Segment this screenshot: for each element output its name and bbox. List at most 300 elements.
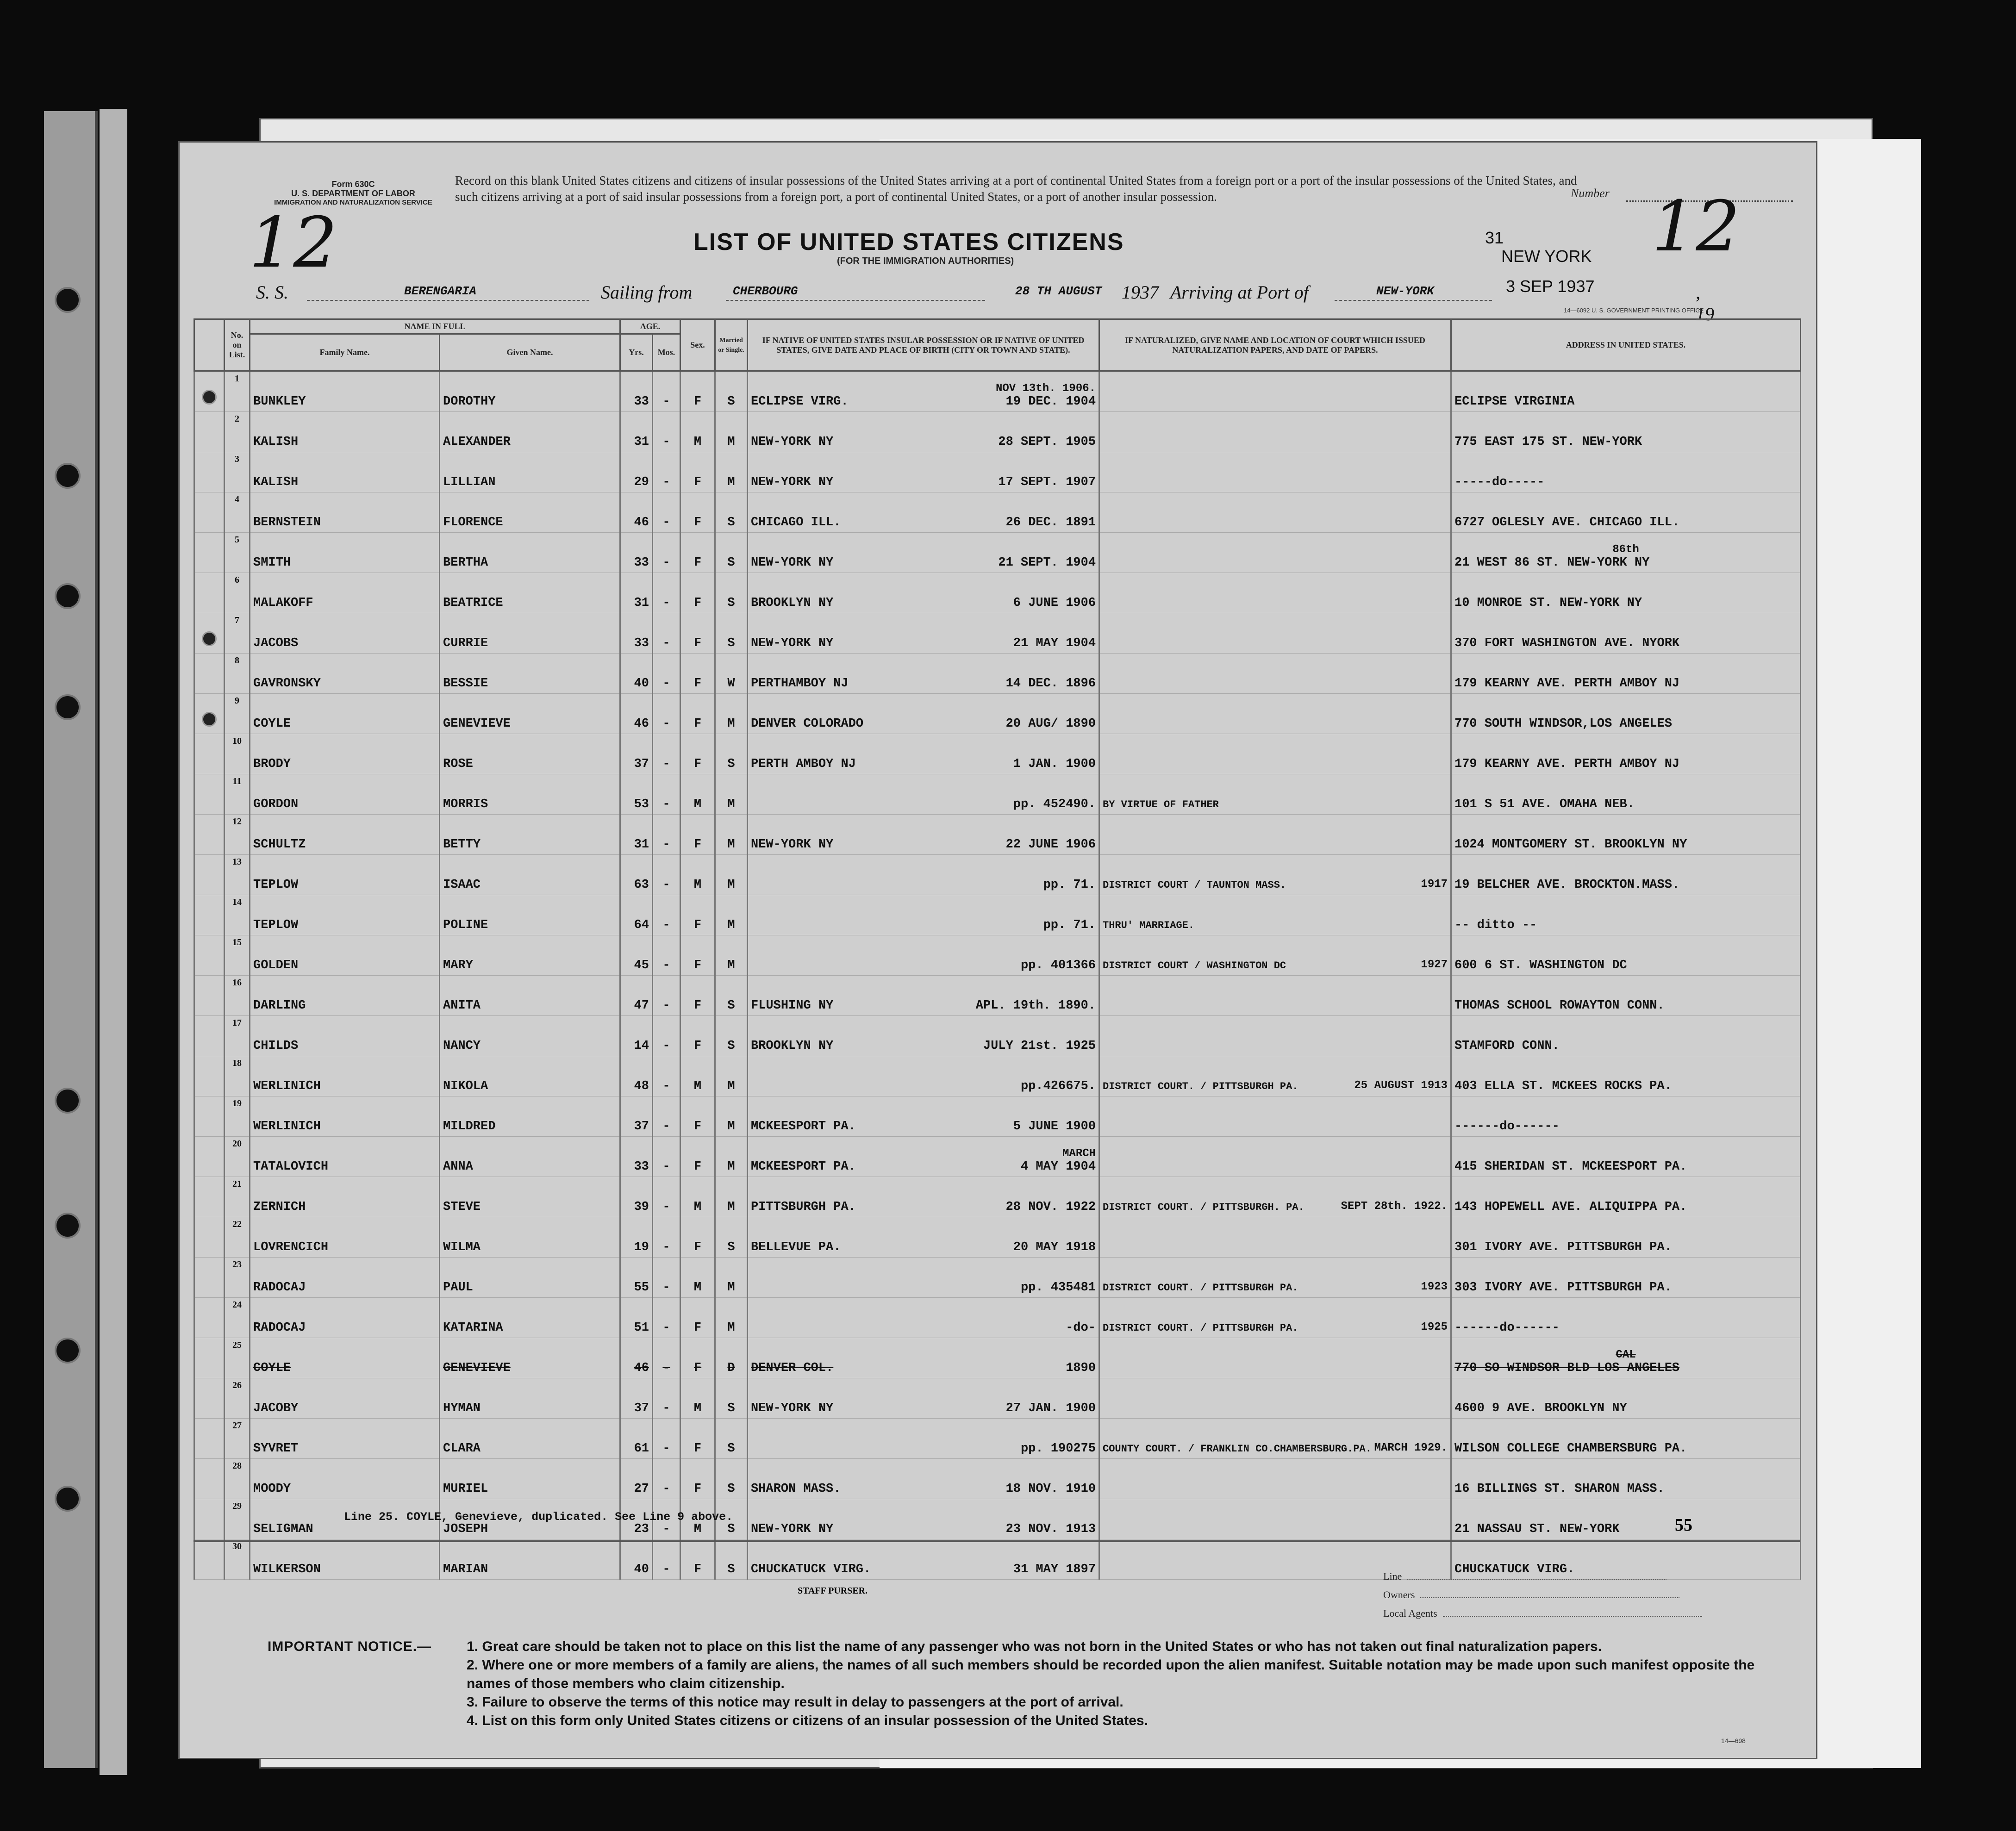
table-row <box>194 1056 1801 1096</box>
cell-mos: - <box>653 1499 680 1539</box>
col-address: ADDRESS IN UNITED STATES. <box>1451 319 1801 371</box>
cell-no: 12 <box>225 815 250 855</box>
cell-hole <box>194 492 225 533</box>
birth-place: PITTSBURGH PA. <box>751 1200 856 1214</box>
cell-ms: M <box>715 412 748 452</box>
binder-hole <box>55 694 81 720</box>
cell-address <box>1451 1419 1801 1459</box>
cell-family: GORDON <box>250 774 440 815</box>
cell-yrs: 37 <box>620 734 653 774</box>
cell-mos: - <box>653 694 680 734</box>
cell-ms: S <box>715 1419 748 1459</box>
arrival-stamp-date: 3 SEP 1937 <box>1506 277 1595 296</box>
cell-mos: - <box>653 774 680 815</box>
cell-no: 20 <box>225 1137 250 1177</box>
cell-ms: M <box>715 935 748 976</box>
cell-given: ANNA <box>440 1137 620 1177</box>
cell-hole <box>194 855 225 895</box>
cell-hole <box>194 573 225 613</box>
cell-ms: M <box>715 895 748 935</box>
sailing-date: 28 TH AUGUST <box>1015 284 1102 298</box>
arrival-stamp-port: NEW YORK <box>1501 247 1592 266</box>
table-row <box>194 815 1801 855</box>
cell-sex: F <box>680 1096 715 1137</box>
cell-address <box>1451 774 1801 815</box>
cell-hole <box>194 935 225 976</box>
binder-hole <box>55 1213 81 1239</box>
cell-no: 8 <box>225 654 250 694</box>
cell-sex: F <box>680 895 715 935</box>
cell-given: STEVE <box>440 1177 620 1217</box>
cell-given: DOROTHY <box>440 371 620 412</box>
cell-no: 4 <box>225 492 250 533</box>
birth-date: pp. 71. <box>1043 878 1096 892</box>
table-row <box>194 976 1801 1016</box>
punch-hole-icon <box>202 631 217 646</box>
cell-no: 16 <box>225 976 250 1016</box>
cell-address <box>1451 1016 1801 1056</box>
cell-sex: M <box>680 412 715 452</box>
cell-no: 1 <box>225 371 250 412</box>
birth-date: 22 JUNE 1906 <box>1005 838 1096 852</box>
cell-nat <box>1099 935 1451 976</box>
cell-given: MARY <box>440 935 620 976</box>
cell-nat <box>1099 774 1451 815</box>
cell-birth <box>748 1499 1099 1539</box>
birth-date: 14 DEC. 1896 <box>1005 677 1096 691</box>
date-correction: MARCH <box>1062 1147 1096 1160</box>
cell-birth <box>748 1378 1099 1419</box>
col-family-name: Family Name. <box>250 334 440 371</box>
birth-place: BELLEVUE PA. <box>751 1240 841 1254</box>
table-row <box>194 1419 1801 1459</box>
cell-ms: S <box>715 492 748 533</box>
cell-family: LOVRENCICH <box>250 1217 440 1258</box>
cell-sex: F <box>680 1419 715 1459</box>
cell-no: 18 <box>225 1056 250 1096</box>
address-text: 775 EAST 175 ST. NEW-YORK <box>1454 435 1642 449</box>
birth-date: pp. 71. <box>1043 918 1096 932</box>
cell-mos: - <box>653 895 680 935</box>
cell-family: COYLE <box>250 694 440 734</box>
cell-family: BERNSTEIN <box>250 492 440 533</box>
cell-address <box>1451 935 1801 976</box>
cell-sex: F <box>680 452 715 492</box>
cell-no: 28 <box>225 1459 250 1499</box>
cell-yrs: 40 <box>620 1539 653 1580</box>
cell-no: 19 <box>225 1096 250 1137</box>
col-name-in-full: NAME IN FULL <box>250 319 620 334</box>
cell-yrs: 31 <box>620 573 653 613</box>
cell-hole <box>194 654 225 694</box>
cell-birth <box>748 412 1099 452</box>
table-row <box>194 935 1801 976</box>
table-row <box>194 774 1801 815</box>
cell-yrs: 40 <box>620 654 653 694</box>
table-row <box>194 654 1801 694</box>
table-row <box>194 895 1801 935</box>
naturalization-court: DISTRICT COURT. / PITTSBURGH PA. <box>1103 1322 1298 1334</box>
col-naturalization: IF NATURALIZED, GIVE NAME AND LOCATION OF COURT WHICH ISSUED NATURALIZATION PAPERS, AND DATE OF PAPERS. <box>1099 319 1451 371</box>
cell-mos: - <box>653 1056 680 1096</box>
cell-sex: M <box>680 855 715 895</box>
birth-place: ECLIPSE VIRG. <box>751 395 849 409</box>
cell-address <box>1451 371 1801 412</box>
cell-yrs: 31 <box>620 815 653 855</box>
birth-place: BROOKLYN NY <box>751 1039 834 1053</box>
cell-ms: M <box>715 855 748 895</box>
cell-nat <box>1099 452 1451 492</box>
cell-family: WERLINICH <box>250 1096 440 1137</box>
stamp-number: 31 <box>1485 228 1504 247</box>
cell-birth <box>748 1258 1099 1298</box>
cell-no: 2 <box>225 412 250 452</box>
cell-hole <box>194 1539 225 1580</box>
cell-family: JACOBS <box>250 613 440 654</box>
birth-date: 21 SEPT. 1904 <box>998 556 1096 570</box>
passenger-table <box>193 318 1801 1580</box>
address-correction: 86th <box>1612 543 1639 556</box>
cell-mos: - <box>653 1096 680 1137</box>
naturalization-date: SEPT 28th. 1922. <box>1341 1200 1448 1213</box>
birth-date: pp. 452490. <box>1013 797 1096 811</box>
cell-yrs: 61 <box>620 1419 653 1459</box>
birth-date: 20 AUG/ 1890 <box>1005 717 1096 731</box>
cell-sex: F <box>680 1459 715 1499</box>
cell-nat <box>1099 855 1451 895</box>
line-label: Line <box>1383 1570 1402 1582</box>
naturalization-date: 1927 <box>1421 959 1448 971</box>
table-row <box>194 1298 1801 1338</box>
col-yrs: Yrs. <box>620 334 653 371</box>
manifest-sheet <box>178 141 1817 1759</box>
cell-family: COYLE <box>250 1338 440 1378</box>
birth-date: 26 DEC. 1891 <box>1005 516 1096 529</box>
cell-given: KATARINA <box>440 1298 620 1338</box>
address-text: 301 IVORY AVE. PITTSBURGH PA. <box>1454 1240 1672 1254</box>
cell-hole <box>194 1217 225 1258</box>
birth-date: 31 MAY 1897 <box>1013 1563 1096 1576</box>
birth-date: pp. 190275 <box>1021 1442 1096 1456</box>
cell-given: GENEVIEVE <box>440 694 620 734</box>
cell-given: BETTY <box>440 815 620 855</box>
cell-birth <box>748 654 1099 694</box>
address-text: ------do------ <box>1454 1120 1560 1133</box>
cell-birth <box>748 371 1099 412</box>
cell-hole <box>194 694 225 734</box>
cell-mos: - <box>653 371 680 412</box>
cell-family: TEPLOW <box>250 895 440 935</box>
address-text: 4600 9 AVE. BROOKLYN NY <box>1454 1401 1627 1415</box>
address-text: 600 6 ST. WASHINGTON DC <box>1454 959 1627 972</box>
cell-family: ZERNICH <box>250 1177 440 1217</box>
cell-no: 13 <box>225 855 250 895</box>
birth-place: PERTHAMBOY NJ <box>751 677 849 691</box>
cell-yrs: 45 <box>620 935 653 976</box>
naturalization-court: THRU' MARRIAGE. <box>1103 920 1195 931</box>
cell-address <box>1451 573 1801 613</box>
notice-heading: IMPORTANT NOTICE.— <box>268 1639 432 1654</box>
birth-date: 1890 <box>1066 1361 1096 1375</box>
cell-given: LILLIAN <box>440 452 620 492</box>
table-row <box>194 371 1801 412</box>
table-row <box>194 1137 1801 1177</box>
cell-sex: M <box>680 774 715 815</box>
cell-nat <box>1099 654 1451 694</box>
cell-hole <box>194 1137 225 1177</box>
cell-hole <box>194 1016 225 1056</box>
cell-ms: D <box>715 1338 748 1378</box>
cell-yrs: 29 <box>620 452 653 492</box>
arriving-label: Arriving at Port of <box>1170 282 1309 303</box>
cell-no: 6 <box>225 573 250 613</box>
birth-place: FLUSHING NY <box>751 999 834 1013</box>
cell-nat <box>1099 371 1451 412</box>
cell-given: ROSE <box>440 734 620 774</box>
cell-nat <box>1099 1459 1451 1499</box>
cell-nat <box>1099 815 1451 855</box>
naturalization-court: DISTRICT COURT / WASHINGTON DC <box>1103 960 1286 972</box>
cell-given: HYMAN <box>440 1378 620 1419</box>
cell-nat <box>1099 1419 1451 1459</box>
cell-ms: M <box>715 1177 748 1217</box>
cell-nat <box>1099 1217 1451 1258</box>
table-row <box>194 734 1801 774</box>
duplicate-note: Line 25. COYLE, Genevieve, duplicated. See Line 9 above. <box>344 1510 733 1524</box>
cell-ms: S <box>715 1459 748 1499</box>
cell-birth <box>748 815 1099 855</box>
birth-date: pp. 401366 <box>1021 959 1096 972</box>
naturalization-court: DISTRICT COURT / TAUNTON MASS. <box>1103 879 1286 891</box>
cell-yrs: 39 <box>620 1177 653 1217</box>
cell-mos: - <box>653 935 680 976</box>
cell-birth <box>748 1137 1099 1177</box>
cell-birth <box>748 1217 1099 1258</box>
cell-sex: F <box>680 1539 715 1580</box>
cell-mos: - <box>653 412 680 452</box>
cell-given: FLORENCE <box>440 492 620 533</box>
cell-birth <box>748 855 1099 895</box>
col-married: Married or Single. <box>715 319 748 371</box>
cell-ms: S <box>715 1539 748 1580</box>
birth-date: APL. 19th. 1890. <box>975 999 1096 1013</box>
address-text: STAMFORD CONN. <box>1454 1039 1560 1053</box>
punch-hole-icon <box>202 712 217 727</box>
notice-item: 2. Where one or more members of a family are aliens, the names of all such members should be recorded upon the alien manifest. Suitable notation may be made upon such manifest opposite the names of those members who claim citizenship. <box>467 1657 1755 1691</box>
cell-ms: S <box>715 613 748 654</box>
page-count: 55 <box>1675 1515 1692 1535</box>
cell-no: 3 <box>225 452 250 492</box>
cell-hole <box>194 1459 225 1499</box>
cell-nat <box>1099 1137 1451 1177</box>
cell-yrs: 37 <box>620 1096 653 1137</box>
cell-mos: - <box>653 492 680 533</box>
col-sex: Sex. <box>680 319 715 371</box>
cell-birth <box>748 976 1099 1016</box>
cell-hole <box>194 1258 225 1298</box>
cell-given: MURIEL <box>440 1459 620 1499</box>
table-row <box>194 452 1801 492</box>
birth-place: MCKEESPORT PA. <box>751 1160 856 1174</box>
cell-yrs: 46 <box>620 492 653 533</box>
birth-date: 20 MAY 1918 <box>1013 1240 1096 1254</box>
cell-ms: M <box>715 1137 748 1177</box>
cell-given: MARIAN <box>440 1539 620 1580</box>
naturalization-date: 25 AUGUST 1913 <box>1354 1079 1448 1092</box>
birth-place: PERTH AMBOY NJ <box>751 757 856 771</box>
cell-hole <box>194 1499 225 1539</box>
cell-yrs: 51 <box>620 1298 653 1338</box>
notice-item: 1. Great care should be taken not to place on this list the name of any passenger who was not born in the United States or who has not taken out final naturalization papers. <box>467 1639 1602 1654</box>
printer-code: 14—6092 U. S. GOVERNMENT PRINTING OFFICE <box>1564 307 1704 314</box>
cell-family: GOLDEN <box>250 935 440 976</box>
cell-birth <box>748 1338 1099 1378</box>
col-birth: IF NATIVE OF UNITED STATES INSULAR POSSESSION OR IF NATIVE OF UNITED STATES, GIVE DATE AND PLACE OF BIRTH (CITY OR TOWN AND STATE). <box>748 319 1099 371</box>
cell-ms: S <box>715 573 748 613</box>
cell-sex: F <box>680 613 715 654</box>
address-text: 10 MONROE ST. NEW-YORK NY <box>1454 596 1642 610</box>
cell-mos: - <box>653 1338 680 1378</box>
birth-date: 18 NOV. 1910 <box>1005 1482 1096 1496</box>
cell-no: 22 <box>225 1217 250 1258</box>
cell-hole <box>194 452 225 492</box>
cell-sex: M <box>680 1177 715 1217</box>
cell-mos: - <box>653 1016 680 1056</box>
cell-sex: F <box>680 1016 715 1056</box>
cell-sex: F <box>680 935 715 976</box>
cell-birth <box>748 452 1099 492</box>
cell-given: NIKOLA <box>440 1056 620 1096</box>
cell-given: CLARA <box>440 1419 620 1459</box>
table-row <box>194 1378 1801 1419</box>
cell-nat <box>1099 1056 1451 1096</box>
col-given-name: Given Name. <box>440 334 620 371</box>
cell-sex: M <box>680 1499 715 1539</box>
address-text: 16 BILLINGS ST. SHARON MASS. <box>1454 1482 1665 1496</box>
cell-family: TEPLOW <box>250 855 440 895</box>
cell-no: 5 <box>225 533 250 573</box>
address-text: ------do------ <box>1454 1321 1560 1335</box>
punch-hole-icon <box>202 390 217 405</box>
cell-hole <box>194 1338 225 1378</box>
cell-address <box>1451 1056 1801 1096</box>
cell-birth <box>748 895 1099 935</box>
cell-birth <box>748 1096 1099 1137</box>
cell-birth <box>748 935 1099 976</box>
birth-place: NEW-YORK NY <box>751 475 834 489</box>
cell-address <box>1451 613 1801 654</box>
birth-place: NEW-YORK NY <box>751 636 834 650</box>
birth-date: 21 MAY 1904 <box>1013 636 1096 650</box>
address-text: 143 HOPEWELL AVE. ALIQUIPPA PA. <box>1454 1200 1687 1214</box>
cell-no: 7 <box>225 613 250 654</box>
cell-no: 27 <box>225 1419 250 1459</box>
cell-family: RADOCAJ <box>250 1298 440 1338</box>
cell-sex: F <box>680 815 715 855</box>
birth-date: pp. 435481 <box>1021 1281 1096 1295</box>
binder-hole <box>55 463 81 489</box>
cell-ms: M <box>715 1096 748 1137</box>
cell-nat <box>1099 1258 1451 1298</box>
cell-family: MOODY <box>250 1459 440 1499</box>
cell-ms: S <box>715 533 748 573</box>
table-row <box>194 573 1801 613</box>
binder-edge <box>100 109 127 1775</box>
cell-mos: - <box>653 855 680 895</box>
birth-date: 5 JUNE 1900 <box>1013 1120 1096 1133</box>
table-row <box>194 855 1801 895</box>
form-number: Form 630C <box>331 180 375 189</box>
cell-given: MILDRED <box>440 1096 620 1137</box>
cell-birth <box>748 533 1099 573</box>
birth-date: 27 JAN. 1900 <box>1005 1401 1096 1415</box>
cell-given: BESSIE <box>440 654 620 694</box>
cell-hole <box>194 1177 225 1217</box>
cell-mos: - <box>653 1258 680 1298</box>
cell-nat <box>1099 1499 1451 1539</box>
cell-address <box>1451 452 1801 492</box>
cell-no: 29 <box>225 1499 250 1539</box>
cell-address <box>1451 1258 1801 1298</box>
cell-address <box>1451 734 1801 774</box>
cell-no: 15 <box>225 935 250 976</box>
table-row <box>194 412 1801 452</box>
cell-family: WILKERSON <box>250 1539 440 1580</box>
birth-place: NEW-YORK NY <box>751 435 834 449</box>
cell-family: WERLINICH <box>250 1056 440 1096</box>
cell-hole <box>194 1378 225 1419</box>
cell-ms: S <box>715 734 748 774</box>
cell-ms: S <box>715 1217 748 1258</box>
cell-nat <box>1099 895 1451 935</box>
cell-given: MORRIS <box>440 774 620 815</box>
cell-nat <box>1099 1338 1451 1378</box>
cell-yrs: 47 <box>620 976 653 1016</box>
table-row <box>194 694 1801 734</box>
sailing-label: Sailing from <box>601 282 693 303</box>
handwritten-sheet-number: 12 <box>249 203 337 283</box>
cell-yrs: 46 <box>620 694 653 734</box>
cell-mos: - <box>653 654 680 694</box>
naturalization-court: COUNTY COURT. / FRANKLIN CO.CHAMBERSBURG.PA. <box>1103 1443 1372 1455</box>
cell-nat <box>1099 734 1451 774</box>
cell-no: 11 <box>225 774 250 815</box>
cell-yrs: 53 <box>620 774 653 815</box>
birth-place: NEW-YORK NY <box>751 1522 834 1536</box>
cell-address <box>1451 412 1801 452</box>
cell-sex: F <box>680 1137 715 1177</box>
cell-sex: F <box>680 654 715 694</box>
cell-family: GAVRONSKY <box>250 654 440 694</box>
cell-family: CHILDS <box>250 1016 440 1056</box>
cell-ms: M <box>715 1298 748 1338</box>
cell-yrs: 55 <box>620 1258 653 1298</box>
cell-no: 21 <box>225 1177 250 1217</box>
cell-yrs: 33 <box>620 533 653 573</box>
cell-family: TATALOVICH <box>250 1137 440 1177</box>
cell-mos: - <box>653 1137 680 1177</box>
address-text: 415 SHERIDAN ST. MCKEESPORT PA. <box>1454 1160 1687 1174</box>
cell-given: PAUL <box>440 1258 620 1298</box>
naturalization-date: MARCH 1929. <box>1374 1442 1448 1454</box>
address-text: 179 KEARNY AVE. PERTH AMBOY NJ <box>1454 757 1680 771</box>
cell-mos: - <box>653 1298 680 1338</box>
cell-nat <box>1099 412 1451 452</box>
address-text: 1024 MONTGOMERY ST. BROOKLYN NY <box>1454 838 1687 852</box>
cell-sex: F <box>680 1298 715 1338</box>
agents-label: Local Agents <box>1383 1607 1437 1619</box>
cell-ms: S <box>715 1499 748 1539</box>
